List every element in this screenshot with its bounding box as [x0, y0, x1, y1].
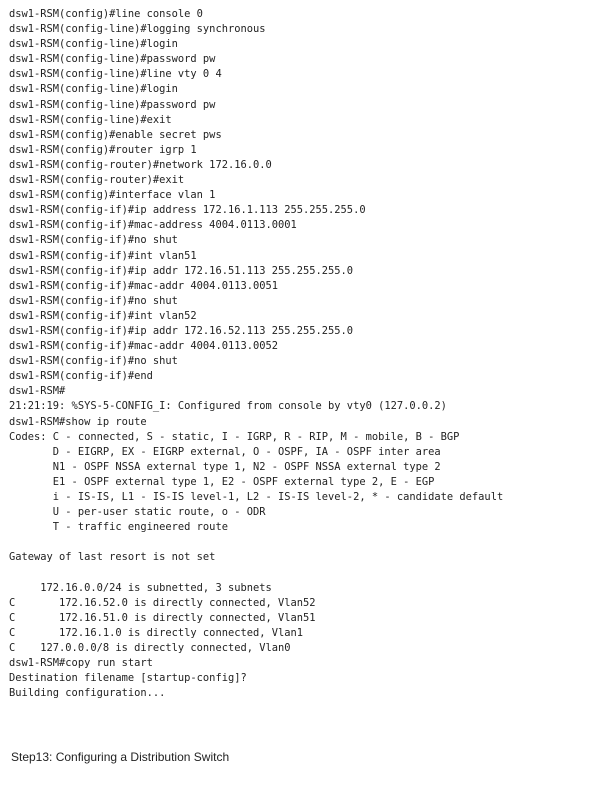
terminal-line: dsw1-RSM(config-if)#mac-addr 4004.0113.0051 [9, 279, 278, 292]
terminal-line: Codes: C - connected, S - static, I - IGRP, R - RIP, M - mobile, B - BGP [9, 430, 460, 443]
terminal-line: dsw1-RSM#show ip route [9, 415, 147, 428]
terminal-line: dsw1-RSM(config-if)#no shut [9, 355, 178, 368]
terminal-line: dsw1-RSM(config-if)#int vlan52 [9, 309, 197, 322]
terminal-line: dsw1-RSM(config-line)#login [9, 83, 178, 96]
terminal-line: dsw1-RSM(config-line)#line vty 0 4 [9, 68, 222, 81]
terminal-line: N1 - OSPF NSSA external type 1, N2 - OSPF NSSA external type 2 [9, 460, 441, 473]
terminal-line: dsw1-RSM(config-if)#ip addr 172.16.51.113 255.255.255.0 [9, 264, 354, 277]
terminal-line: dsw1-RSM(config-line)#password pw [9, 53, 216, 66]
terminal-line: dsw1-RSM(config-if)#int vlan51 [9, 249, 197, 262]
terminal-line: C 172.16.51.0 is directly connected, Vlan51 [9, 611, 316, 624]
terminal-line: 21:21:19: %SYS-5-CONFIG_I: Configured from console by vty0 (127.0.0.2) [9, 400, 447, 413]
terminal-output [9, 7, 589, 701]
terminal-line: C 172.16.52.0 is directly connected, Vlan52 [9, 596, 316, 609]
terminal-line: Destination filename [startup-config]? [9, 672, 247, 685]
terminal-line [9, 535, 589, 550]
terminal-line: 172.16.0.0/24 is subnetted, 3 subnets [9, 581, 272, 594]
terminal-line: dsw1-RSM(config-if)#no shut [9, 234, 178, 247]
terminal-line: dsw1-RSM(config-if)#ip addr 172.16.52.113 255.255.255.0 [9, 324, 354, 337]
terminal-line: C 127.0.0.0/8 is directly connected, Vlan0 [9, 641, 291, 654]
terminal-line: dsw1-RSM(config)#enable secret pws [9, 128, 222, 141]
terminal-line: dsw1-RSM(config-router)#network 172.16.0.0 [9, 158, 272, 171]
terminal-line: dsw1-RSM(config-if)#mac-addr 4004.0113.0052 [9, 340, 278, 353]
terminal-line: dsw1-RSM(config-line)#exit [9, 113, 172, 126]
terminal-line: dsw1-RSM(config)#line console 0 [9, 8, 203, 20]
terminal-line: dsw1-RSM(config)#router igrp 1 [9, 143, 197, 156]
terminal-line: E1 - OSPF external type 1, E2 - OSPF external type 2, E - EGP [9, 475, 435, 488]
terminal-line: dsw1-RSM(config-line)#logging synchronous [9, 23, 266, 36]
terminal-line: D - EIGRP, EX - EIGRP external, O - OSPF, IA - OSPF inter area [9, 445, 441, 458]
terminal-line: U - per-user static route, o - ODR [9, 506, 266, 519]
terminal-line: dsw1-RSM(config-router)#exit [9, 174, 185, 187]
terminal-line: dsw1-RSM# [9, 385, 66, 398]
figure-caption: Step13: Configuring a Distribution Switch [11, 750, 230, 764]
terminal-line: Gateway of last resort is not set [9, 551, 216, 564]
terminal-line [9, 565, 589, 580]
terminal-line: dsw1-RSM(config-if)#mac-address 4004.0113.0001 [9, 219, 297, 232]
terminal-line: dsw1-RSM(config)#interface vlan 1 [9, 189, 216, 202]
terminal-line: T - traffic engineered route [9, 521, 228, 534]
terminal-line: C 172.16.1.0 is directly connected, Vlan1 [9, 626, 304, 639]
terminal-line: i - IS-IS, L1 - IS-IS level-1, L2 - IS-IS level-2, * - candidate default [9, 491, 504, 503]
terminal-line: dsw1-RSM(config-if)#no shut [9, 294, 178, 307]
terminal-line: dsw1-RSM#copy run start [9, 657, 153, 670]
terminal-line: Building configuration... [9, 687, 166, 700]
terminal-line: dsw1-RSM(config-line)#password pw [9, 98, 216, 111]
terminal-line: dsw1-RSM(config-if)#end [9, 370, 153, 383]
terminal-line: dsw1-RSM(config-line)#login [9, 38, 178, 51]
terminal-line: dsw1-RSM(config-if)#ip address 172.16.1.113 255.255.255.0 [9, 204, 366, 217]
